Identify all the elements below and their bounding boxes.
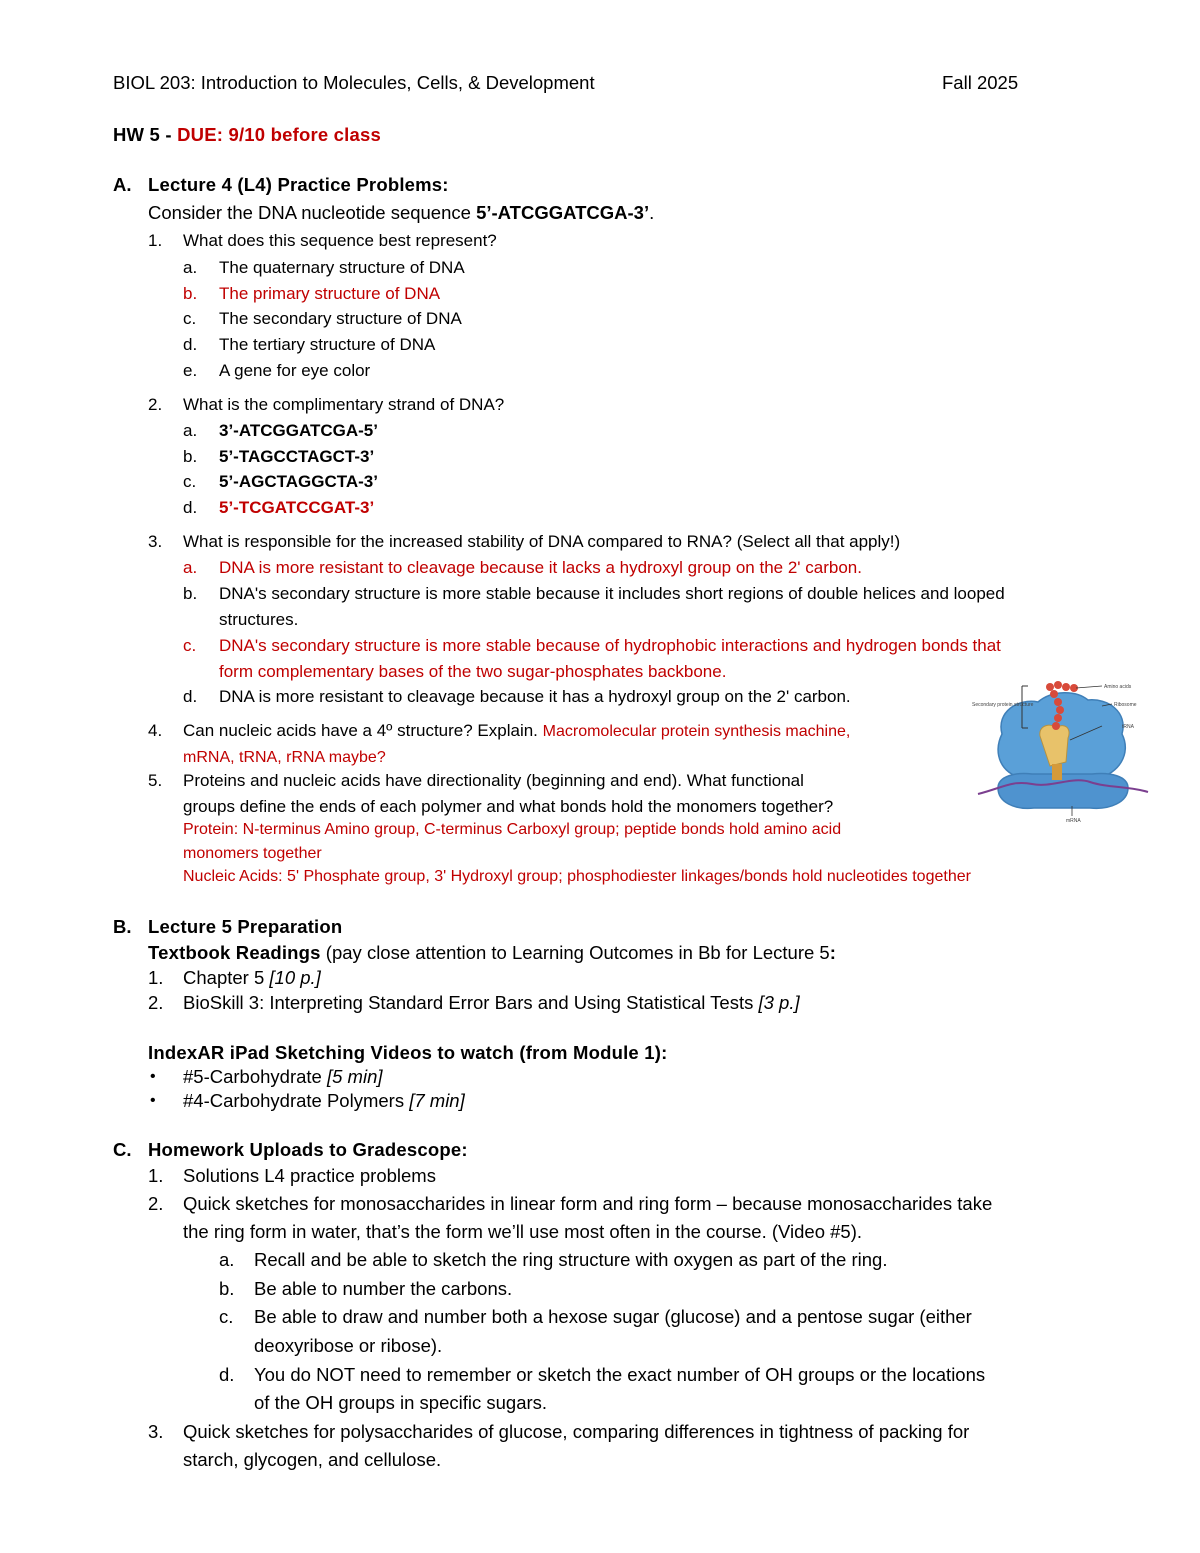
q5-text: Proteins and nucleic acids have directionality (beginning and end). What functional — [183, 771, 804, 790]
q1-option-text: The secondary structure of DNA — [219, 309, 462, 328]
upload-subitem-text: Be able to number the carbons. — [254, 1278, 513, 1299]
q1-option-text-correct: The primary structure of DNA — [219, 284, 441, 303]
ribosome-small-subunit — [998, 774, 1128, 809]
q4-number: 4. — [148, 721, 163, 740]
trna-anticodon — [1052, 764, 1062, 780]
q4-answer: Macromolecular protein synthesis machine, — [542, 723, 851, 740]
q2-option-letter: c. — [183, 472, 197, 491]
q2-option-text: 5’-AGCTAGGCTA-3’ — [219, 472, 378, 491]
upload-subitem-letter: d. — [219, 1364, 235, 1385]
q2-option-text-correct: 5’-TCGATCCGAT-3’ — [219, 498, 375, 517]
reading-item — [183, 969, 321, 988]
video-title: #5-Carbohydrate — [183, 1066, 327, 1087]
section-b-heading: Lecture 5 Preparation — [148, 916, 343, 937]
videos-heading: IndexAR iPad Sketching Videos to watch (from Module 1): — [148, 1042, 668, 1063]
q4-question: Can nucleic acids have a 4º structure? Explain. — [183, 721, 538, 740]
q5-number: 5. — [148, 771, 163, 790]
section-a-intro — [148, 204, 654, 223]
video-duration: [7 min] — [409, 1090, 465, 1111]
reading-text: Chapter 5 — [183, 967, 270, 988]
reading-text: BioSkill 3: Interpreting Standard Error Bars and Using Statistical Tests — [183, 992, 759, 1013]
upload-text: the ring form in water, that’s the form we’ll use most often in the course. (Video #5). — [183, 1221, 863, 1242]
section-c-heading: Homework Uploads to Gradescope: — [148, 1139, 468, 1160]
q2-number: 2. — [148, 395, 163, 414]
section-c-marker: C. — [113, 1139, 132, 1160]
q1-option-letter-correct: b. — [183, 284, 198, 303]
q2-option-letter: a. — [183, 421, 198, 440]
q5-answer: monomers together — [183, 845, 322, 862]
q2-option-letter: d. — [183, 498, 198, 517]
q2-option-text: 3’-ATCGGATCGA-5’ — [219, 421, 378, 440]
upload-text: Quick sketches for polysaccharides of glucose, comparing differences in tightness of packing for — [183, 1421, 970, 1442]
readings-colon: : — [829, 942, 836, 963]
upload-subitem-text: of the OH groups in specific sugars. — [254, 1392, 548, 1413]
q4-answer: mRNA, tRNA, rRNA maybe? — [183, 749, 386, 766]
figure-label: tRNA — [1122, 724, 1134, 730]
q3-text: What is responsible for the increased stability of DNA compared to RNA? (Select all that apply!) — [183, 532, 901, 551]
figure-label: Amino acids — [1104, 684, 1132, 690]
upload-subitem-text: Recall and be able to sketch the ring structure with oxygen as part of the ring. — [254, 1249, 888, 1270]
hw-due-date: DUE: 9/10 before class — [177, 124, 381, 145]
figure-label: Secondary protein structure — [972, 702, 1034, 708]
ribosome-figure — [972, 676, 1152, 824]
q1-option-text: A gene for eye color — [219, 361, 371, 380]
q3-option-text-correct: DNA's secondary structure is more stable because of hydrophobic interactions and hydrogen bonds that — [219, 636, 1001, 655]
upload-subitem-text: Be able to draw and number both a hexose sugar (glucose) and a pentose sugar (either — [254, 1306, 972, 1327]
q3-option-text-correct: form complementary bases of the two sugar-phosphates backbone. — [219, 662, 727, 681]
intro-end: . — [649, 202, 655, 223]
hw-title — [113, 126, 381, 145]
upload-text: starch, glycogen, and cellulose. — [183, 1449, 442, 1470]
course-title: BIOL 203: Introduction to Molecules, Cells, & Development — [113, 72, 595, 93]
q3-option-text-correct: DNA is more resistant to cleavage because it lacks a hydroxyl group on the 2' carbon. — [219, 558, 862, 577]
figure-label: mRNA — [1066, 818, 1081, 824]
q3-option-letter: b. — [183, 584, 198, 603]
q3-option-text: structures. — [219, 610, 299, 629]
section-a-marker: A. — [113, 174, 132, 195]
upload-subitem-letter: c. — [219, 1306, 234, 1327]
video-bullet: • — [150, 1092, 156, 1109]
upload-number: 3. — [148, 1421, 164, 1442]
video-title: #4-Carbohydrate Polymers — [183, 1090, 410, 1111]
hw-title-prefix: HW 5 - — [113, 124, 178, 145]
readings-line — [148, 944, 836, 963]
reading-number: 1. — [148, 967, 164, 988]
q1-option-text: The tertiary structure of DNA — [219, 335, 436, 354]
figure-label: Ribosome — [1114, 702, 1137, 708]
upload-subitem-letter: b. — [219, 1278, 235, 1299]
reading-number: 2. — [148, 992, 164, 1013]
q2-text: What is the complimentary strand of DNA? — [183, 395, 505, 414]
q3-option-letter-correct: a. — [183, 558, 198, 577]
q2-option-text: 5’-TAGCCTAGCT-3’ — [219, 447, 375, 466]
q5-text: groups define the ends of each polymer and what bonds hold the monomers together? — [183, 797, 834, 816]
q2-option-letter: b. — [183, 447, 198, 466]
upload-text: Solutions L4 practice problems — [183, 1165, 436, 1186]
q1-option-letter: e. — [183, 361, 198, 380]
video-item — [183, 1068, 383, 1087]
q3-option-text: DNA's secondary structure is more stable because it includes short regions of double helices and looped — [219, 584, 1005, 603]
section-b-marker: B. — [113, 916, 132, 937]
intro-sequence: 5’-ATCGGATCGA-3’ — [476, 202, 650, 223]
upload-subitem-text: deoxyribose or ribose). — [254, 1335, 443, 1356]
q4-text — [183, 722, 850, 740]
q5-answer: Nucleic Acids: 5' Phosphate group, 3' Hydroxyl group; phosphodiester linkages/bonds hold nucleotides together — [183, 868, 971, 885]
q1-number: 1. — [148, 231, 163, 250]
video-bullet: • — [150, 1068, 156, 1085]
q3-option-text: DNA is more resistant to cleavage because it has a hydroxyl group on the 2' carbon. — [219, 687, 851, 706]
q5-answer: Protein: N-terminus Amino group, C-terminus Carboxyl group; peptide bonds hold amino acid — [183, 821, 842, 838]
q1-option-letter: c. — [183, 309, 197, 328]
q1-text: What does this sequence best represent? — [183, 231, 497, 250]
video-item — [183, 1092, 465, 1111]
q3-number: 3. — [148, 532, 163, 551]
label-leader-line — [1076, 686, 1102, 688]
q1-option-letter: a. — [183, 258, 198, 277]
upload-subitem-letter: a. — [219, 1249, 235, 1270]
term-label: Fall 2025 — [942, 72, 1019, 93]
q3-option-letter-correct: c. — [183, 636, 197, 655]
section-a-heading: Lecture 4 (L4) Practice Problems: — [148, 174, 449, 195]
intro-text: Consider the DNA nucleotide sequence — [148, 202, 477, 223]
upload-number: 1. — [148, 1165, 164, 1186]
upload-text: Quick sketches for monosaccharides in linear form and ring form – because monosaccharides take — [183, 1193, 993, 1214]
reading-pages: [3 p.] — [758, 992, 800, 1013]
video-duration: [5 min] — [326, 1066, 383, 1087]
reading-item — [183, 994, 800, 1013]
upload-subitem-text: You do NOT need to remember or sketch the exact number of OH groups or the locations — [254, 1364, 986, 1385]
readings-heading: Textbook Readings — [148, 942, 321, 963]
q1-option-text: The quaternary structure of DNA — [219, 258, 465, 277]
upload-number: 2. — [148, 1193, 164, 1214]
reading-pages: [10 p.] — [269, 967, 321, 988]
q1-option-letter: d. — [183, 335, 198, 354]
q3-option-letter: d. — [183, 687, 198, 706]
readings-note: (pay close attention to Learning Outcomes in Bb for Lecture 5 — [320, 942, 830, 963]
